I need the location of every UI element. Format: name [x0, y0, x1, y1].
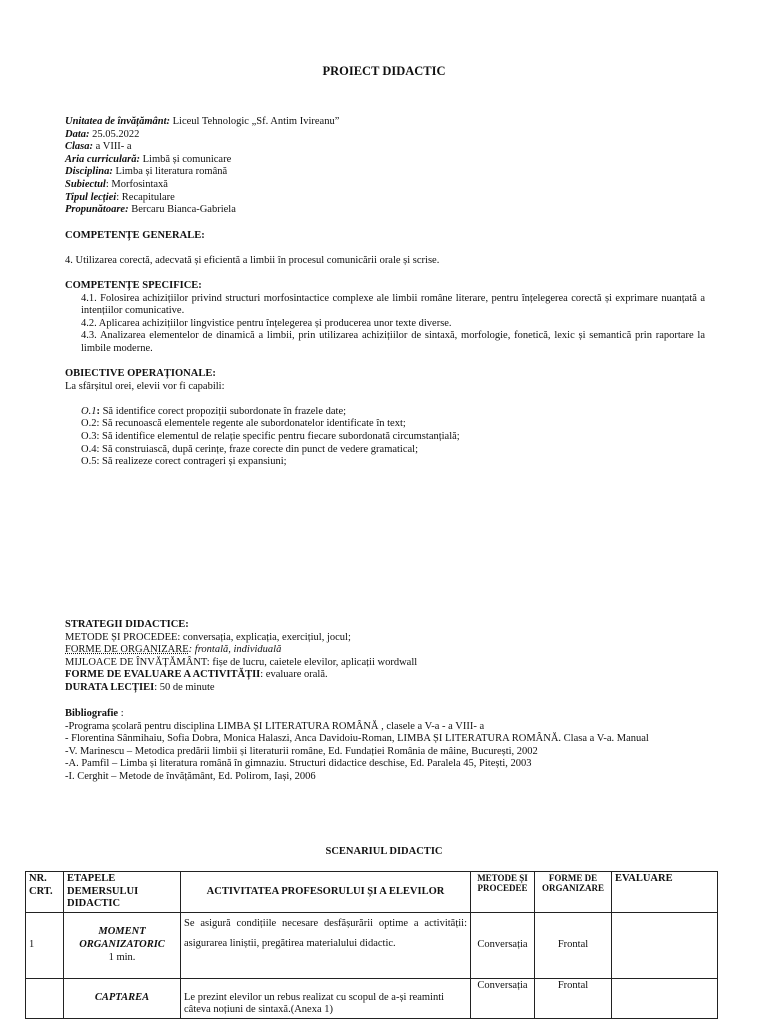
info-tip-lectie: Tipul lecției: Recapitulare — [65, 191, 175, 203]
info-aria: Aria curriculară: Limbă și comunicare — [65, 153, 232, 165]
scenariu-title: SCENARIUL DIDACTIC — [325, 846, 443, 857]
forme-evaluare: FORME DE EVALUARE A ACTIVITĂȚII: evaluare orală. — [65, 669, 328, 681]
table-row — [26, 912, 718, 978]
bibliografie-item: -I. Cerghit – Metode de învățământ, Ed. Polirom, Iași, 2006 — [65, 770, 316, 782]
cell-etapa: CAPTAREA — [64, 978, 181, 1018]
document-title: PROIECT DIDACTIC — [322, 64, 446, 78]
objective-item: O.5: Să realizeze corect contrageri și expansiuni; — [81, 456, 287, 468]
table-row — [26, 978, 718, 1018]
competente-generale-item: 4. Utilizarea corectă, adecvată și eficientă a limbii în procesul comunicării orale și scrise. — [65, 255, 440, 266]
info-disciplina: Disciplina: Limba și literatura română — [65, 166, 228, 178]
header-forme: FORME DE ORGANIZARE — [535, 872, 612, 913]
competenta-specifica-item: 4.2. Aplicarea achizițiilor lingvistice pentru înțelegerea și producerea unor texte diverse. — [81, 317, 452, 329]
bibliografie — [65, 708, 705, 784]
info-propunatoare: Propunătoare: Bercaru Bianca-Gabriela — [65, 204, 236, 216]
info-data: Data: 25.05.2022 — [65, 128, 140, 140]
objective-item: O.4: Să construiască, după cerințe, fraze corecte din punct de vedere gramatical; — [81, 443, 419, 455]
objective-item: O.3: Să identifice elementul de relație specific pentru fiecare subordonată circumstanțială; — [81, 430, 460, 442]
mijloace-invatamant: MIJLOACE DE ÎNVĂȚĂMÂNT: fișe de lucru, caietele elevilor, aplicații wordwall — [65, 656, 418, 668]
cell-metode: Conversația — [471, 978, 535, 1018]
info-subiect: Subiectul: Morfosintaxă — [65, 178, 168, 190]
bibliografie-item: - Florentina Sânmihaiu, Sofia Dobra, Monica Halaszi, Anca Davidoiu-Roman, LIMBA ȘI LITERATURA ROMÂNĂ. Clasa a V-a. Manual — [65, 733, 649, 745]
competente-specifice-heading: COMPETENȚE SPECIFICE: — [65, 280, 202, 291]
bibliografie-heading: Bibliografie : — [65, 708, 124, 719]
info-block — [65, 116, 705, 217]
metode-procedee: METODE ȘI PROCEDEE: conversația, explicația, exercițiul, jocul; — [65, 631, 351, 643]
cell-activitate: Se asigură condițiile necesare desfășurării optime a activității: asigurarea liniștii, pregătirea materialului didactic. — [181, 912, 471, 978]
obiective-intro: La sfârșitul orei, elevii vor fi capabili: — [65, 380, 225, 392]
cell-metode: Conversația — [471, 912, 535, 978]
header-nr-crt: NR. CRT. — [26, 872, 64, 913]
bibliografie-item: -V. Marinescu – Metodica predării limbii și literaturii române, Ed. Fundației România de mâine, București, 2002 — [65, 745, 538, 757]
cell-nr — [26, 978, 64, 1018]
info-unitate: Unitatea de învățământ: Liceul Tehnologic „Sf. Antim Ivireanu” — [65, 116, 340, 127]
bibliografie-item: -Programa școlară pentru disciplina LIMBA ȘI LITERATURA ROMÂNĂ , clasele a V-a - a VIII- a — [65, 720, 485, 732]
scenariu-table — [25, 871, 718, 1019]
durata-lectiei: DURATA LECȚIEI: 50 de minute — [65, 681, 215, 693]
cell-nr: 1 — [26, 912, 64, 978]
cell-activitate: Le prezint elevilor un rebus realizat cu scopul de a-și reaminti câteva noțiuni de sintaxă.(Anexa 1) — [181, 978, 471, 1018]
header-evaluare: EVALUARE — [612, 872, 718, 913]
competenta-specifica-item: 4.1. Folosirea achizițiilor privind structuri morfosintactice complexe ale limbii române literare, pentru înțelegerea corectă și exprimare nuanțată a intențiilor comunicative. — [81, 292, 705, 317]
obiective-operationale — [65, 368, 705, 469]
cell-evaluare — [612, 912, 718, 978]
competenta-specifica-item: 4.3. Analizarea elementelor de dinamică a limbii, prin utilizarea achizițiilor de sintaxă, morfologie, fonetică, lexic și semantică prin raportare la limbile moderne. — [81, 330, 705, 354]
cell-forme: Frontal — [535, 978, 612, 1018]
info-clasa: Clasa: a VIII- a — [65, 141, 132, 153]
objective-item: O.2: Să recunoască elementele regente ale subordonatelor identificate în text; — [81, 418, 406, 430]
cell-etapa: MOMENT ORGANIZATORIC 1 min. — [64, 912, 181, 978]
forme-organizare: FORME DE ORGANIZARE: frontală, individuală — [65, 644, 282, 656]
cell-evaluare — [612, 978, 718, 1018]
strategii-heading: STRATEGII DIDACTICE: — [65, 619, 189, 630]
obiective-heading: OBIECTIVE OPERAȚIONALE: — [65, 368, 216, 379]
header-etape: ETAPELE DEMERSULUI DIDACTIC — [64, 872, 181, 913]
header-metode: METODE ȘI PROCEDEE — [471, 872, 535, 913]
objective-item: O.1: Să identifice corect propoziții subordonate în frazele date; — [81, 405, 347, 417]
bibliografie-item: -A. Pamfil – Limba și literatura română în gimnaziu. Structuri didactice deschise, Ed. Paralela 45, Pitești, 2003 — [65, 758, 532, 770]
strategii-didactice — [65, 619, 705, 695]
cell-forme: Frontal — [535, 912, 612, 978]
header-activitatea: ACTIVITATEA PROFESORULUI ȘI A ELEVILOR — [181, 872, 471, 913]
table-header-row — [26, 872, 718, 913]
competente-specifice — [65, 280, 705, 356]
competente-generale-heading: COMPETENȚE GENERALE: — [65, 230, 205, 241]
